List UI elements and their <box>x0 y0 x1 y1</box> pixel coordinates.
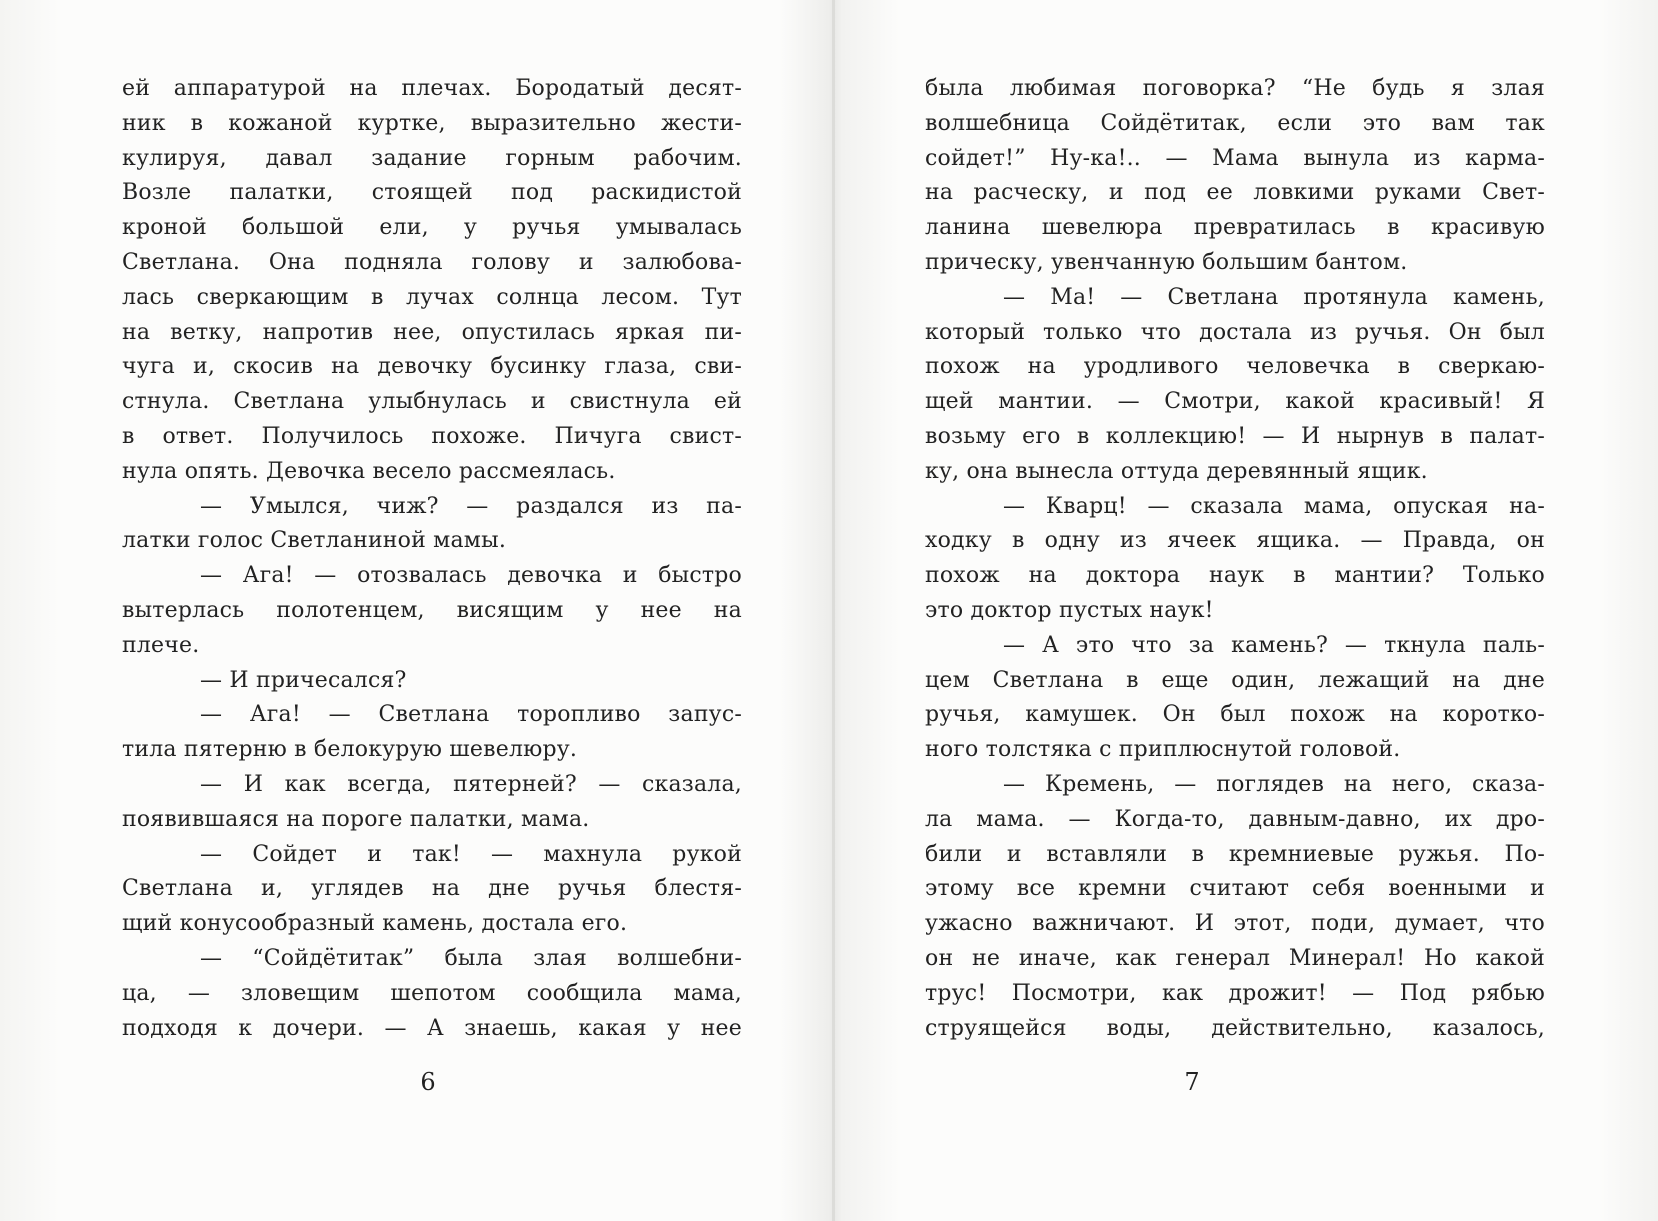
text-line: — Кремень, — поглядев на него, сказа- <box>1003 771 1545 797</box>
text-line: ного толстяка с приплюснутой головой. <box>925 737 1401 763</box>
text-line: сойдет!” Ну-ка!.. — Мама вынула из карма- <box>925 145 1545 171</box>
text-line: возьму его в коллекцию! — И нырнув в палат- <box>925 423 1545 449</box>
text-line: — Ага! — Светлана торопливо запус- <box>200 702 742 728</box>
text-line: он не иначе, как генерал Минерал! Но какой <box>925 945 1545 971</box>
text-line: который только что достала из ручья. Он был <box>925 319 1545 345</box>
text-line: Светлана и, углядев на дне ручья блестя- <box>122 876 742 902</box>
text-line: струящейся воды, действительно, казалось, <box>925 1015 1545 1041</box>
text-line: — Ма! — Светлана протянула камень, <box>1003 284 1545 310</box>
text-line: щий конусообразный камень, достала его. <box>122 911 628 937</box>
text-line: нула опять. Девочка весело рассмеялась. <box>122 458 616 484</box>
text-line: ца, — зловещим шепотом сообщила мама, <box>122 980 742 1006</box>
text-line: подходя к дочери. — А знаешь, какая у нее <box>122 1015 742 1041</box>
text-line: это доктор пустых наук! <box>925 597 1214 623</box>
text-line: тила пятерню в белокурую шевелюру. <box>122 737 578 763</box>
text-line: ник в кожаной куртке, выразительно жести- <box>122 110 742 136</box>
text-line: ходку в одну из ячеек ящика. — Правда, он <box>925 528 1545 554</box>
text-line: этому все кремни считают себя военными и <box>925 876 1545 902</box>
text-line: Возле палатки, стоящей под раскидистой <box>122 180 742 206</box>
text-line: ей аппаратурой на плечах. Бородатый десят- <box>122 76 742 101</box>
text-line: трус! Посмотри, как дрожит! — Под рябью <box>925 980 1545 1006</box>
text-line: ланина шевелюра превратилась в красивую <box>925 215 1545 241</box>
text-line: ужасно важничают. И этот, поди, думает, что <box>925 911 1545 937</box>
text-line: — Сойдет и так! — махнула рукой <box>200 841 742 867</box>
text-line: кулируя, давал задание горным рабочим. <box>122 145 742 171</box>
text-line: чуга и, скосив на девочку бусинку глаза, сви- <box>122 354 742 380</box>
text-line: ручья, камушек. Он был похож на коротко- <box>925 702 1545 728</box>
page-number: 7 <box>1184 1068 1200 1096</box>
text-line: ла мама. — Когда-то, давным-давно, их дро- <box>925 806 1545 832</box>
right-page <box>835 0 1658 1221</box>
text-line: щей мантии. — Смотри, какой красивый! Я <box>925 389 1545 415</box>
text-line: — Ага! — отозвалась девочка и быстро <box>200 563 742 589</box>
text-line: на ветку, напротив нее, опустилась яркая пи- <box>122 319 742 345</box>
text-line: на расческу, и под ее ловкими руками Свет- <box>925 180 1545 206</box>
text-line: — “Сойдётитак” была злая волшебни- <box>200 945 742 971</box>
text-line: — И как всегда, пятерней? — сказала, <box>200 771 742 797</box>
text-line: плече. <box>122 632 200 658</box>
text-line: — Умылся, чиж? — раздался из па- <box>200 493 742 519</box>
text-line: в ответ. Получилось похоже. Пичуга свист- <box>122 423 742 449</box>
text-line: была любимая поговорка? “Не будь я злая <box>925 76 1545 101</box>
text-line: били и вставляли в кремниевые ружья. По- <box>925 841 1545 867</box>
text-line: цем Светлана в еще один, лежащий на дне <box>925 667 1545 693</box>
text-line: похож на уродливого человечка в сверкаю- <box>925 354 1545 380</box>
text-line: латки голос Светланиной мамы. <box>122 528 507 554</box>
text-line: кроной большой ели, у ручья умывалась <box>122 215 742 241</box>
text-line: — И причесался? <box>200 667 407 693</box>
text-line: лась сверкающим в лучах солнца лесом. Тут <box>122 284 742 310</box>
text-line: прическу, увенчанную большим бантом. <box>925 249 1408 275</box>
text-line: волшебница Сойдётитак, если это вам так <box>925 110 1545 136</box>
left-page-text <box>122 72 742 1046</box>
page-number: 6 <box>420 1068 436 1096</box>
text-line: похож на доктора наук в мантии? Только <box>925 563 1545 589</box>
text-line: — А это что за камень? — ткнула паль- <box>1003 632 1545 658</box>
text-line: — Кварц! — сказала мама, опуская на- <box>1003 493 1545 519</box>
text-line: стнула. Светлана улыбнулась и свистнула ей <box>122 389 742 415</box>
right-page-text <box>925 72 1545 1046</box>
text-line: вытерлась полотенцем, висящим у нее на <box>122 597 742 623</box>
text-line: Светлана. Она подняла голову и залюбова- <box>122 249 742 275</box>
text-line: появившаяся на пороге палатки, мама. <box>122 806 590 832</box>
text-line: ку, она вынесла оттуда деревянный ящик. <box>925 458 1428 484</box>
